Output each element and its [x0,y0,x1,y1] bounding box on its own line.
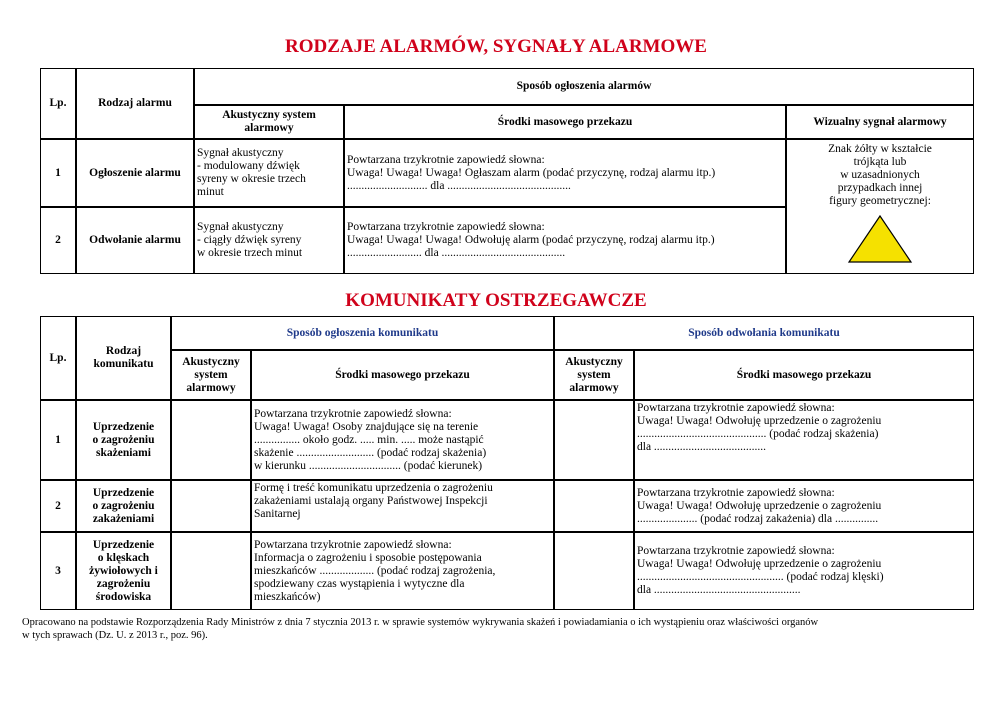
section-title-komunikaty: KOMUNIKATY OSTRZEGAWCZE [345,290,647,311]
kom-row-2-odwolanie: Powtarzana trzykrotnie zapowiedź słowna: Uwaga! Uwaga! Odwołuję uprzedzenie o zagrożeniu ..................... (podać rodzaj zakażenia) dla ............... [634,480,974,532]
kom-row-1-akustyczny-odwol-empty [554,400,634,480]
kom-header-sposob-odwolania: Sposób odwołania komunikatu [554,316,974,350]
komunikaty-table [40,316,974,610]
kom-row-2-lp: 2 [40,480,76,532]
alarm-row-1-rodzaj: Ogłoszenie alarmu [76,139,194,206]
kom-row-3-rodzaj: Uprzedzenie o klęskach żywiołowych i zagrożeniu środowiska [76,532,171,610]
kom-row-3-akustyczny-empty [171,532,251,610]
kom-row-1-akustyczny-empty [171,400,251,480]
kom-header-akustyczny-2: Akustyczny system alarmowy [554,350,634,400]
kom-header-akustyczny-1: Akustyczny system alarmowy [171,350,251,400]
header-lp: Lp. [40,68,76,139]
alarm-row-2-rodzaj: Odwołanie alarmu [76,207,194,274]
kom-row-2-akustyczny-odwol-empty [554,480,634,532]
kom-row-2-ogloszenie: Formę i treść komunikatu uprzedzenia o zagrożeniu zakażeniami ustalają organy Państwowej Inspekcji Sanitarnej [251,480,554,532]
alarms-table [40,68,974,274]
alarm-row-1-lp: 1 [40,139,76,206]
kom-row-2-akustyczny-empty [171,480,251,532]
kom-row-3-lp: 3 [40,532,76,610]
kom-row-1-odwolanie: Powtarzana trzykrotnie zapowiedź słowna: Uwaga! Uwaga! Odwołuję uprzedzenie o zagrożeniu ............................................. (podać rodzaj skażenia) dla ....................................... [634,400,974,480]
kom-header-srodki-2: Środki masowego przekazu [634,350,974,400]
header-sposob-ogloszenia: Sposób ogłoszenia alarmów [194,68,974,105]
kom-row-1-ogloszenie: Powtarzana trzykrotnie zapowiedź słowna: Uwaga! Uwaga! Osoby znajdujące się na terenie ................ około godz. ..... min. ..... może nastąpić skażenie ........................... (podać rodzaj skażenia) w kierunku ................................ (podać kierunek) [251,400,554,480]
kom-header-rodzaj: Rodzaj komunikatu [76,316,171,400]
kom-row-1-lp: 1 [40,400,76,480]
alarm-row-1-srodki: Powtarzana trzykrotnie zapowiedź słowna: Uwaga! Uwaga! Uwaga! Ogłaszam alarm (podać przyczynę, rodzaj alarmu itp.) ............................ dla ........................................... [344,139,786,206]
alarm-row-2-lp: 2 [40,207,76,274]
header-akustyczny: Akustyczny system alarmowy [194,105,344,140]
header-srodki: Środki masowego przekazu [344,105,786,140]
wizualny-cell: Znak żółty w kształcie trójkąta lub w uzasadnionych przypadkach innej figury geometrycznej: [786,139,974,274]
alarm-row-2-akustyczny: Sygnał akustyczny - ciągły dźwięk syreny w okresie trzech minut [194,207,344,274]
kom-row-3-ogloszenie: Powtarzana trzykrotnie zapowiedź słowna: Informacja o zagrożeniu i sposobie postępowania mieszkańców ................... (podać rodzaj zagrożenia, spodziewany czas wystąpienia i wytyczne dla mieszkańców) [251,532,554,610]
alarm-row-1-akustyczny: Sygnał akustyczny - modulowany dźwięk syreny w okresie trzech minut [194,139,344,206]
kom-header-lp: Lp. [40,316,76,400]
kom-header-sposob-ogloszenia: Sposób ogłoszenia komunikatu [171,316,554,350]
header-rodzaj-alarmu: Rodzaj alarmu [76,68,194,139]
kom-row-3-odwolanie: Powtarzana trzykrotnie zapowiedź słowna: Uwaga! Uwaga! Odwołuję uprzedzenie o zagrożeniu ................................................... (podać rodzaj klęski) dla ................................................... [634,532,974,610]
header-wizualny: Wizualny sygnał alarmowy [786,105,974,140]
yellow-triangle-icon [847,214,913,264]
alarm-row-2-srodki: Powtarzana trzykrotnie zapowiedź słowna: Uwaga! Uwaga! Uwaga! Odwołuję alarm (podać przyczynę, rodzaj alarmu itp.) .......................... dla ........................................... [344,207,786,274]
kom-row-3-akustyczny-odwol-empty [554,532,634,610]
kom-row-2-rodzaj: Uprzedzenie o zagrożeniu zakażeniami [76,480,171,532]
kom-header-srodki-1: Środki masowego przekazu [251,350,554,400]
kom-row-1-rodzaj: Uprzedzenie o zagrożeniu skażeniami [76,400,171,480]
source-footnote: Opracowano na podstawie Rozporządzenia Rady Ministrów z dnia 7 stycznia 2013 r. w sprawie systemów wykrywania skażeń i powiadamiania o ich wystąpieniu oraz właściwości organów w tych sprawach (Dz. U. z 2013 r., poz. 96). [22,617,819,641]
page-title: RODZAJE ALARMÓW, SYGNAŁY ALARMOWE [285,36,707,57]
